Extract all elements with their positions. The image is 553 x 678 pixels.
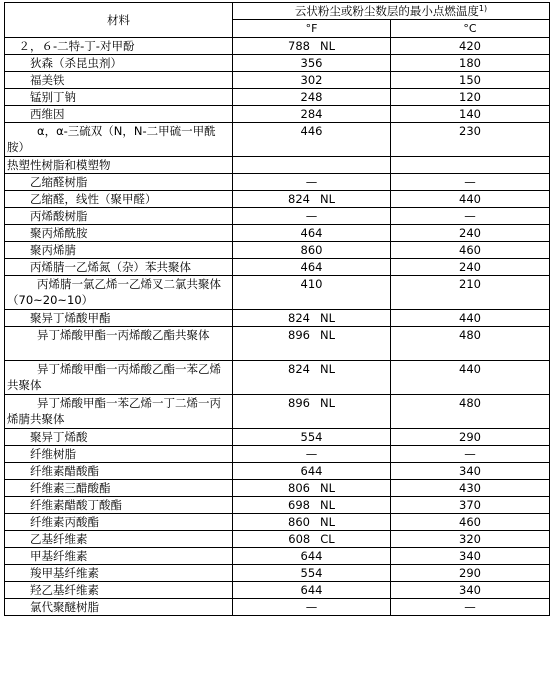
- celsius-cell: 420: [391, 38, 550, 55]
- material-name-cell: 聚丙烯酰胺: [5, 225, 233, 242]
- flag-note: NL: [319, 498, 335, 512]
- material-name-cell: 纤维素醋酸酯: [5, 463, 233, 480]
- celsius-cell: 430: [391, 480, 550, 497]
- table-row: [5, 89, 550, 106]
- fahrenheit-value: 824: [288, 311, 310, 325]
- celsius-unit: °C: [463, 22, 477, 35]
- fahrenheit-cell: [233, 38, 391, 55]
- flag-note: NL: [319, 311, 335, 325]
- material-name-cell: 甲基纤维素: [5, 548, 233, 565]
- temperature-column-header: [233, 3, 550, 20]
- fahrenheit-cell: [233, 208, 391, 225]
- material-name-cell: 乙缩醛，线性（聚甲醛）: [5, 191, 233, 208]
- table-row: [5, 242, 550, 259]
- fahrenheit-cell: [233, 276, 391, 310]
- fahrenheit-cell: [233, 548, 391, 565]
- fahrenheit-header: [233, 20, 391, 38]
- fahrenheit-cell: [233, 446, 391, 463]
- celsius-cell: 120: [391, 89, 550, 106]
- fahrenheit-value: 644: [300, 583, 323, 597]
- ignition-temperature-table: [4, 2, 550, 616]
- fahrenheit-value: 608: [288, 532, 311, 546]
- fahrenheit-cell: [233, 191, 391, 208]
- fahrenheit-value: 554: [300, 430, 323, 444]
- table-row: [5, 276, 550, 310]
- material-name-cell: 西维因: [5, 106, 233, 123]
- fahrenheit-value: 644: [300, 464, 323, 478]
- table-row: [5, 55, 550, 72]
- celsius-cell: 140: [391, 106, 550, 123]
- material-name-cell: 乙缩醛树脂: [5, 174, 233, 191]
- material-name-cell: 羟乙基纤维素: [5, 582, 233, 599]
- material-name-cell: 纤维树脂: [5, 446, 233, 463]
- fahrenheit-value: 554: [300, 566, 323, 580]
- celsius-cell: —: [391, 174, 550, 191]
- fahrenheit-value: —: [305, 600, 318, 614]
- fahrenheit-value: 860: [288, 515, 310, 529]
- fahrenheit-value: 698: [288, 498, 310, 512]
- material-name-cell: 纤维素三醋酸酯: [5, 480, 233, 497]
- fahrenheit-value: —: [305, 447, 318, 461]
- celsius-cell: 370: [391, 497, 550, 514]
- material-name-cell: 热塑性树脂和模塑物: [5, 157, 233, 174]
- fahrenheit-cell: [233, 259, 391, 276]
- table-row: [5, 106, 550, 123]
- fahrenheit-cell: [233, 582, 391, 599]
- celsius-cell: 440: [391, 191, 550, 208]
- flag-note: NL: [319, 515, 335, 529]
- table-row: [5, 548, 550, 565]
- material-name-cell: 异丁烯酸甲酯一苯乙烯一丁二烯一丙烯腈共聚体: [5, 395, 233, 429]
- material-name-cell: 丙烯腈一氯乙烯一乙烯叉二氯共聚体（70~20~10）: [5, 276, 233, 310]
- material-column-header: [5, 3, 233, 38]
- flag-note: NL: [319, 328, 335, 342]
- footnote-marker: 1): [478, 4, 488, 13]
- fahrenheit-cell: [233, 497, 391, 514]
- table-row: [5, 497, 550, 514]
- material-name-cell: 纤维素醋酸丁酸酯: [5, 497, 233, 514]
- fahrenheit-value: 896: [288, 328, 310, 342]
- fahrenheit-cell: [233, 174, 391, 191]
- material-name-cell: 聚丙烯腈: [5, 242, 233, 259]
- celsius-cell: 460: [391, 514, 550, 531]
- material-name-cell: 聚异丁烯酸甲酯: [5, 310, 233, 327]
- celsius-cell: —: [391, 446, 550, 463]
- material-header-label: 材料: [107, 13, 130, 27]
- flag-note: NL: [319, 192, 335, 206]
- table-row: [5, 191, 550, 208]
- flag-note: CL: [320, 532, 335, 546]
- material-name-cell: 异丁烯酸甲酯一丙烯酸乙酯共聚体: [5, 327, 233, 361]
- celsius-cell: 210: [391, 276, 550, 310]
- celsius-cell: 180: [391, 55, 550, 72]
- celsius-cell: 440: [391, 310, 550, 327]
- fahrenheit-value: 446: [300, 124, 323, 138]
- fahrenheit-value: 788: [288, 39, 310, 53]
- table-row: [5, 429, 550, 446]
- celsius-cell: 340: [391, 548, 550, 565]
- fahrenheit-cell: [233, 225, 391, 242]
- celsius-cell: 320: [391, 531, 550, 548]
- fahrenheit-cell: [233, 463, 391, 480]
- celsius-cell: —: [391, 599, 550, 616]
- material-name-cell: 乙基纤维素: [5, 531, 233, 548]
- celsius-cell: [391, 157, 550, 174]
- fahrenheit-value: 824: [288, 362, 310, 376]
- material-name-cell: α，α-三硫双（N，N-二甲硫一甲酰胺）: [5, 123, 233, 157]
- material-name-cell: 狄森（杀昆虫剂）: [5, 55, 233, 72]
- table-row: [5, 225, 550, 242]
- flag-note: NL: [319, 481, 335, 495]
- fahrenheit-value: 356: [300, 56, 323, 70]
- fahrenheit-cell: [233, 106, 391, 123]
- table-row: [5, 565, 550, 582]
- table-row: [5, 463, 550, 480]
- fahrenheit-value: 284: [300, 107, 323, 121]
- table-row: [5, 123, 550, 157]
- material-name-cell: 纤维素丙酸酯: [5, 514, 233, 531]
- fahrenheit-value: 824: [288, 192, 310, 206]
- celsius-cell: 480: [391, 395, 550, 429]
- table-row: [5, 361, 550, 395]
- table-row: [5, 38, 550, 55]
- table-row: [5, 72, 550, 89]
- celsius-cell: 150: [391, 72, 550, 89]
- fahrenheit-cell: [233, 242, 391, 259]
- table-row: [5, 446, 550, 463]
- celsius-cell: 290: [391, 565, 550, 582]
- table-row: [5, 480, 550, 497]
- fahrenheit-cell: [233, 599, 391, 616]
- fahrenheit-cell: [233, 157, 391, 174]
- fahrenheit-value: 806: [288, 481, 310, 495]
- table-row: [5, 531, 550, 548]
- fahrenheit-cell: [233, 514, 391, 531]
- fahrenheit-cell: [233, 123, 391, 157]
- material-name-cell: 丙烯酸树脂: [5, 208, 233, 225]
- celsius-cell: 340: [391, 582, 550, 599]
- fahrenheit-cell: [233, 395, 391, 429]
- material-name-cell: 丙烯腈一乙烯氮（杂）苯共聚体: [5, 259, 233, 276]
- table-row: [5, 208, 550, 225]
- material-name-cell: 福美铁: [5, 72, 233, 89]
- table-row: [5, 582, 550, 599]
- material-name-cell: 氯代聚醚树脂: [5, 599, 233, 616]
- material-name-cell: 聚异丁烯酸: [5, 429, 233, 446]
- fahrenheit-value: —: [305, 175, 318, 189]
- table-row: [5, 310, 550, 327]
- material-name-cell: 锰别丁钠: [5, 89, 233, 106]
- celsius-cell: 440: [391, 361, 550, 395]
- material-name-cell: ２，６-二特-丁-对甲酚: [5, 38, 233, 55]
- table-row: [5, 259, 550, 276]
- celsius-cell: 460: [391, 242, 550, 259]
- fahrenheit-cell: [233, 310, 391, 327]
- fahrenheit-value: 860: [300, 243, 323, 257]
- celsius-cell: 340: [391, 463, 550, 480]
- table-body: [5, 38, 550, 616]
- temperature-header-label: 云状粉尘或粉尘数层的最小点燃温度: [294, 4, 479, 18]
- fahrenheit-cell: [233, 480, 391, 497]
- fahrenheit-cell: [233, 429, 391, 446]
- fahrenheit-value: 302: [300, 73, 323, 87]
- celsius-cell: 290: [391, 429, 550, 446]
- fahrenheit-cell: [233, 72, 391, 89]
- fahrenheit-value: 248: [300, 90, 323, 104]
- celsius-cell: 480: [391, 327, 550, 361]
- material-name-cell: 羧甲基纤维素: [5, 565, 233, 582]
- flag-note: NL: [319, 396, 335, 410]
- fahrenheit-cell: [233, 327, 391, 361]
- flag-note: NL: [319, 39, 335, 53]
- fahrenheit-value: 896: [288, 396, 310, 410]
- table-row: [5, 327, 550, 361]
- table-row: [5, 514, 550, 531]
- fahrenheit-unit: °F: [305, 22, 318, 35]
- fahrenheit-value: —: [305, 209, 318, 223]
- flag-note: NL: [319, 362, 335, 376]
- table-row: [5, 157, 550, 174]
- material-name-cell: 异丁烯酸甲酯一丙烯酸乙酯一苯乙烯共聚体: [5, 361, 233, 395]
- fahrenheit-cell: [233, 89, 391, 106]
- table-row: [5, 599, 550, 616]
- fahrenheit-value: 410: [300, 277, 323, 291]
- fahrenheit-value: 644: [300, 549, 323, 563]
- fahrenheit-value: 464: [300, 260, 323, 274]
- fahrenheit-cell: [233, 531, 391, 548]
- celsius-header: [391, 20, 550, 38]
- table-row: [5, 174, 550, 191]
- celsius-cell: 240: [391, 225, 550, 242]
- fahrenheit-cell: [233, 565, 391, 582]
- fahrenheit-value: 464: [300, 226, 323, 240]
- fahrenheit-cell: [233, 361, 391, 395]
- table-row: [5, 395, 550, 429]
- celsius-cell: 240: [391, 259, 550, 276]
- fahrenheit-cell: [233, 55, 391, 72]
- celsius-cell: 230: [391, 123, 550, 157]
- celsius-cell: —: [391, 208, 550, 225]
